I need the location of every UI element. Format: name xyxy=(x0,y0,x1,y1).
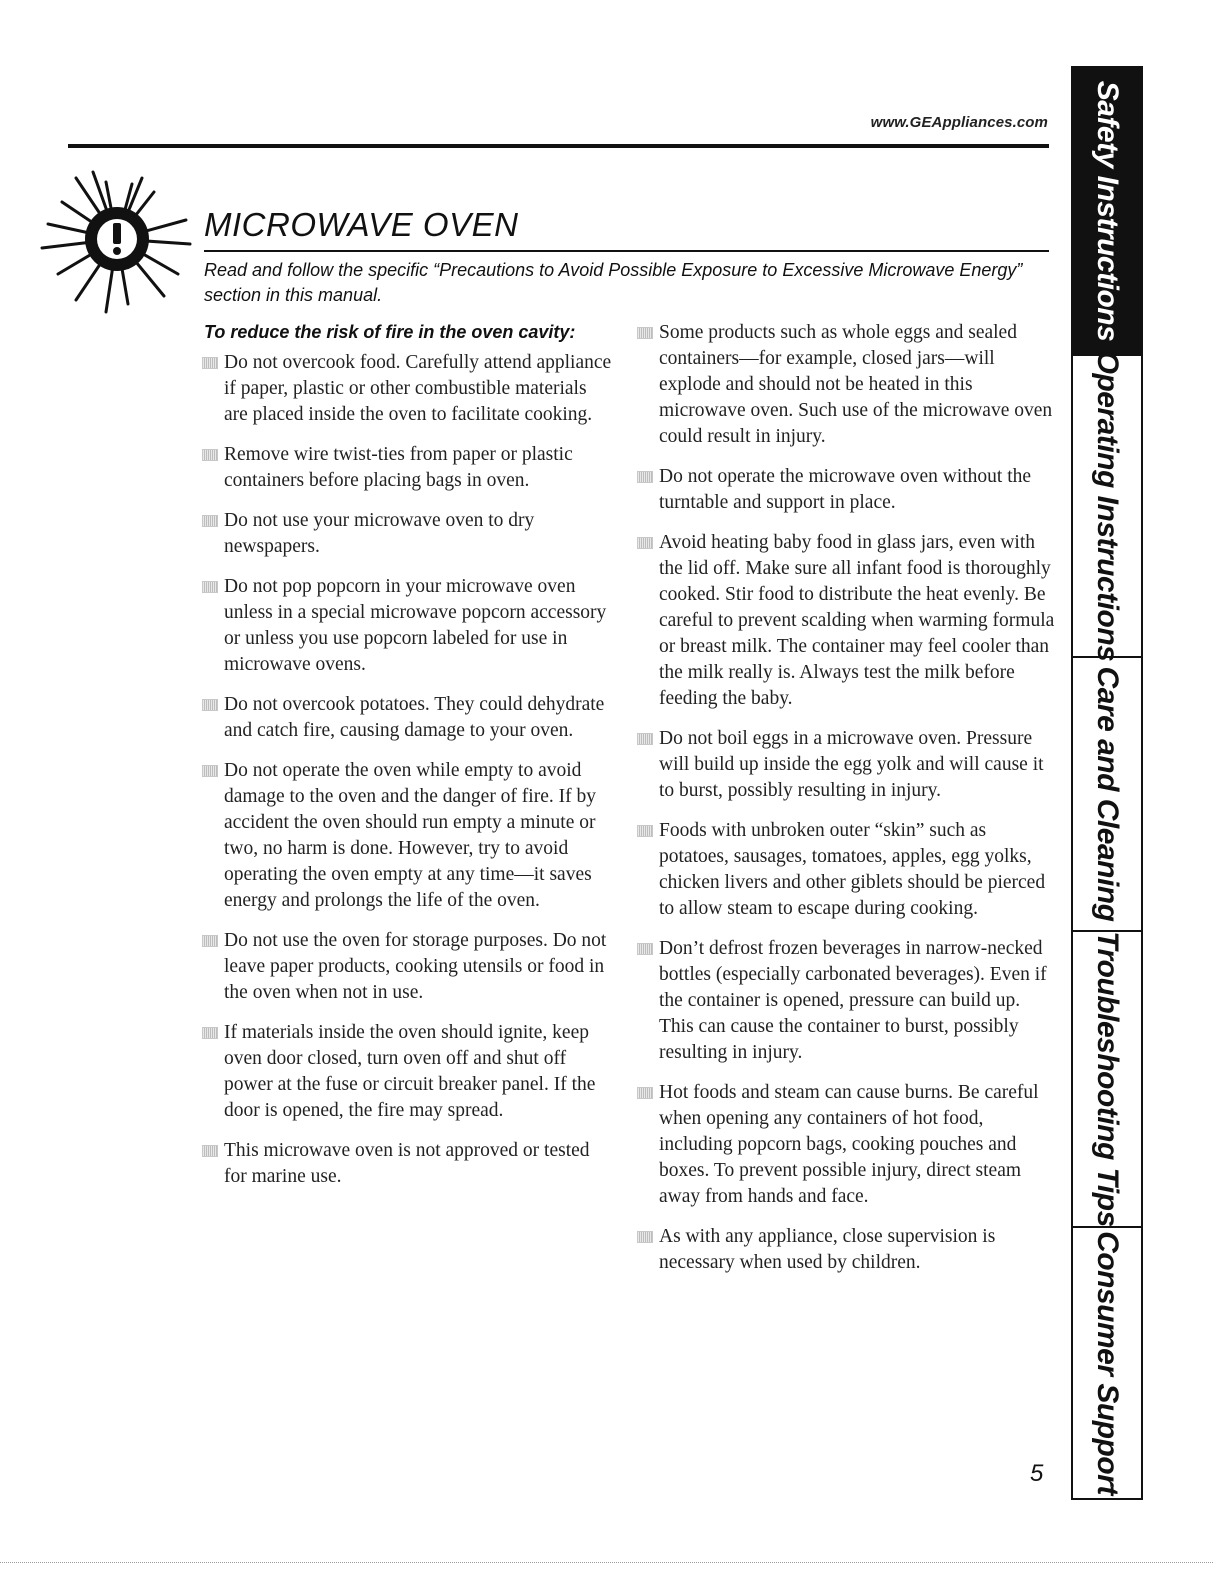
bullet-icon xyxy=(637,1231,653,1243)
tab-label: Operating Instructions xyxy=(1091,350,1124,662)
list-item xyxy=(202,508,614,560)
left-column xyxy=(202,350,614,1204)
bullet-icon xyxy=(637,943,653,955)
list-item-text: Do not use your microwave oven to dry newspapers. xyxy=(224,510,535,557)
bullet-icon xyxy=(637,733,653,745)
tab-label: Care and Cleaning xyxy=(1091,666,1124,922)
list-item xyxy=(202,1138,614,1190)
bullet-icon xyxy=(202,1145,218,1157)
list-item-text: If materials inside the oven should ignite, keep oven door closed, turn oven off and shut off power at the fuse or circuit breaker panel. If the door is opened, the fire may spread. xyxy=(224,1022,596,1121)
list-item xyxy=(637,320,1055,450)
list-item-text: Do not operate the microwave oven without the turntable and support in place. xyxy=(659,466,1032,513)
list-item-text: Do not operate the oven while empty to avoid damage to the oven and the danger of fire. If by accident the oven should run empty a minute or two, no harm is done. However, try to avoid operating the oven empty at any time—it saves energy and prolongs the life of the oven. xyxy=(224,760,596,911)
bullet-icon xyxy=(637,327,653,339)
bottom-rule xyxy=(0,1562,1213,1563)
list-item xyxy=(637,818,1055,922)
list-item xyxy=(202,758,614,914)
list-item-text: Do not use the oven for storage purposes. Do not leave paper products, cooking utensils or food in the oven when not in use. xyxy=(224,930,607,1003)
website-url: www.GEAppliances.com xyxy=(870,114,1048,131)
section-title: MICROWAVE OVEN xyxy=(204,206,519,243)
list-item-text: Foods with unbroken outer “skin” such as potatoes, sausages, tomatoes, apples, egg yolks, chicken livers and other giblets should be pierced to allow steam to escape during cooking. xyxy=(659,820,1046,919)
exclamation-burst-icon xyxy=(36,164,198,314)
bullet-icon xyxy=(202,449,218,461)
list-item xyxy=(202,692,614,744)
list-item-text: Do not pop popcorn in your microwave oven unless in a special microwave popcorn accessory or unless you use popcorn labeled for use in microwave ovens. xyxy=(224,576,607,675)
list-item-text: Do not overcook potatoes. They could dehydrate and catch fire, causing damage to your oven. xyxy=(224,694,605,741)
list-item-text: Don’t defrost frozen beverages in narrow-necked bottles (especially carbonated beverages). Even if the container is opened, pressure can build up. This can cause the container to burst, possibly resulting in injury. xyxy=(659,938,1047,1063)
list-item-text: This microwave oven is not approved or tested for marine use. xyxy=(224,1140,590,1187)
bullet-icon xyxy=(202,935,218,947)
section-tabs xyxy=(1071,66,1143,1500)
list-item-text: Do not overcook food. Carefully attend appliance if paper, plastic or other combustible materials are placed inside the oven to facilitate cooking. xyxy=(224,352,612,425)
bullet-icon xyxy=(202,581,218,593)
tab-consumer-support[interactable] xyxy=(1073,1226,1141,1498)
bullet-icon xyxy=(202,515,218,527)
tab-label: Troubleshooting Tips xyxy=(1091,931,1124,1227)
bullet-icon xyxy=(637,825,653,837)
list-item xyxy=(637,1080,1055,1210)
tab-label: Safety Instructions xyxy=(1091,80,1124,342)
intro-text: Read and follow the specific “Precautions to Avoid Possible Exposure to Excessive Microwave Energy” section in this manual. xyxy=(204,260,1023,305)
tab-care-and-cleaning[interactable] xyxy=(1073,656,1141,930)
tab-label: Consumer Support xyxy=(1091,1231,1124,1495)
title-rule xyxy=(204,250,1049,252)
tab-troubleshooting-tips[interactable] xyxy=(1073,930,1141,1226)
list-item xyxy=(637,1224,1055,1276)
header-rule xyxy=(68,144,1049,148)
list-item xyxy=(637,936,1055,1066)
bullet-icon xyxy=(202,765,218,777)
list-item-text: Hot foods and steam can cause burns. Be careful when opening any containers of hot food, including popcorn bags, cooking pouches and boxes. To prevent possible injury, direct steam away from hands and face. xyxy=(659,1082,1039,1207)
list-item xyxy=(637,530,1055,712)
page-number: 5 xyxy=(1030,1460,1044,1487)
tab-operating-instructions[interactable] xyxy=(1073,350,1141,662)
list-item xyxy=(202,574,614,678)
list-item xyxy=(202,928,614,1006)
bullet-icon xyxy=(637,471,653,483)
list-item xyxy=(202,350,614,428)
list-item-text: Do not boil eggs in a microwave oven. Pressure will build up inside the egg yolk and will cause it to burst, possibly resulting in injury. xyxy=(659,728,1044,801)
right-column xyxy=(637,320,1055,1290)
bullet-icon xyxy=(202,699,218,711)
list-item-text: Some products such as whole eggs and sealed containers—for example, closed jars—will explode and should not be heated in this microwave oven. Such use of the microwave oven could result in injury. xyxy=(659,322,1053,447)
list-item-text: As with any appliance, close supervision is necessary when used by children. xyxy=(659,1226,996,1273)
list-item xyxy=(202,442,614,494)
list-item xyxy=(202,1020,614,1124)
list-item xyxy=(637,726,1055,804)
list-item xyxy=(637,464,1055,516)
subheading: To reduce the risk of fire in the oven cavity: xyxy=(204,322,576,342)
bullet-icon xyxy=(202,357,218,369)
list-item-text: Remove wire twist-ties from paper or plastic containers before placing bags in oven. xyxy=(224,444,573,491)
bullet-icon xyxy=(202,1027,218,1039)
tab-safety-instructions[interactable] xyxy=(1073,68,1141,354)
bullet-icon xyxy=(637,537,653,549)
bullet-icon xyxy=(637,1087,653,1099)
list-item-text: Avoid heating baby food in glass jars, even with the lid off. Make sure all infant food is thoroughly cooked. Stir food to distribute the heat evenly. Be careful to prevent scalding when warming formula or breast milk. The container may feel cooler than the milk really is. Always test the milk before feeding the baby. xyxy=(659,532,1055,709)
